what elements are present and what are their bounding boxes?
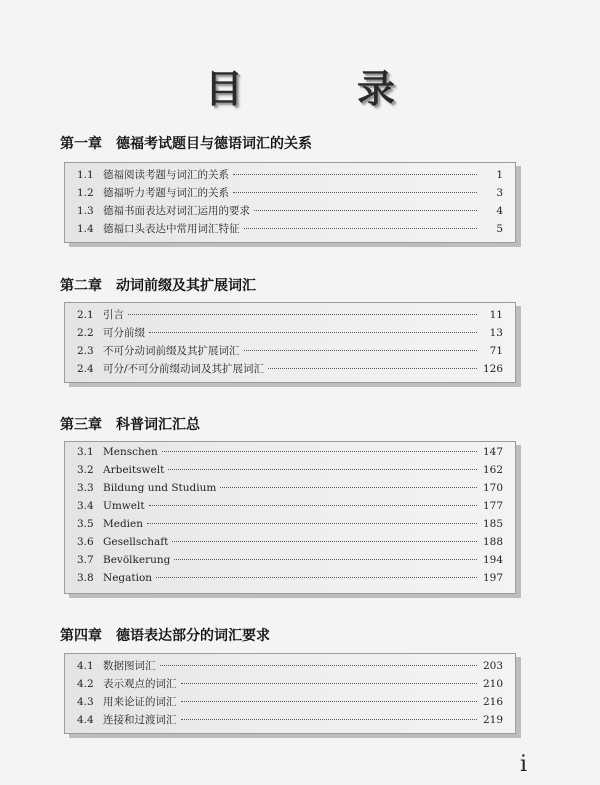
chapter-heading-3: [60, 414, 200, 434]
section-page: 3: [496, 187, 503, 199]
section-number: 2.1: [77, 309, 94, 321]
section-title: 德福口头表达中常用词汇特征: [103, 223, 240, 235]
section-page: 170: [482, 482, 503, 494]
dot-leader: [181, 683, 478, 684]
chapter-number: 第一章: [60, 136, 102, 152]
dot-leader: [174, 559, 477, 560]
section-number: 2.2: [77, 327, 94, 339]
toc-entry[interactable]: [77, 361, 503, 379]
dot-leader: [168, 469, 477, 470]
page-title: 目 录: [204, 66, 433, 111]
section-title: Gesellschaft: [103, 536, 169, 548]
dot-leader: [181, 719, 478, 720]
dot-leader: [244, 350, 478, 351]
section-page: 71: [489, 345, 503, 357]
section-number: 3.1: [77, 446, 94, 458]
chapter-title: 科普词汇汇总: [116, 417, 200, 433]
toc-box-chapter-4: [64, 653, 516, 734]
toc-entry[interactable]: [77, 464, 503, 482]
section-number: 2.4: [77, 363, 94, 375]
toc-entry[interactable]: [77, 500, 503, 518]
section-title: Negation: [103, 572, 153, 584]
section-number: 3.7: [77, 554, 94, 566]
dot-leader: [233, 192, 477, 193]
toc-box-chapter-3: [64, 441, 516, 594]
section-title: 德福听力考题与词汇的关系: [103, 187, 229, 199]
section-title: 德福书面表达对词汇运用的要求: [103, 205, 250, 217]
toc-entry[interactable]: [77, 221, 503, 239]
chapter-heading-1: [60, 133, 312, 153]
section-number: 3.6: [77, 536, 94, 548]
dot-leader: [160, 665, 478, 666]
section-page: 197: [482, 572, 503, 584]
section-page: 194: [482, 554, 503, 566]
chapter-title: 德福考试题目与德语词汇的关系: [116, 136, 312, 152]
chapter-number: 第二章: [60, 278, 102, 294]
section-number: 4.2: [77, 678, 94, 690]
section-number: 1.3: [77, 205, 94, 217]
toc-entry[interactable]: [77, 572, 503, 590]
section-number: 4.3: [77, 696, 94, 708]
dot-leader: [156, 577, 477, 578]
toc-entry[interactable]: [77, 482, 503, 500]
section-title: Arbeitswelt: [103, 464, 165, 476]
section-title: 不可分动词前缀及其扩展词汇: [103, 345, 240, 357]
section-number: 3.2: [77, 464, 94, 476]
section-number: 1.4: [77, 223, 94, 235]
section-title: 表示观点的词汇: [103, 678, 177, 690]
section-page: 147: [482, 446, 503, 458]
toc-entry[interactable]: [77, 446, 503, 464]
section-number: 2.3: [77, 345, 94, 357]
section-number: 4.1: [77, 660, 94, 672]
dot-leader: [172, 541, 477, 542]
section-page: 11: [489, 309, 503, 321]
chapter-title: 德语表达部分的词汇要求: [116, 628, 270, 644]
section-page: 203: [482, 660, 503, 672]
toc-box-chapter-2: [64, 302, 516, 383]
section-title: 德福阅读考题与词汇的关系: [103, 169, 229, 181]
section-number: 3.5: [77, 518, 94, 530]
section-page: 4: [496, 205, 503, 217]
section-title: Bevölkerung: [103, 554, 171, 566]
dot-leader: [254, 210, 477, 211]
section-page: 210: [482, 678, 503, 690]
toc-entry[interactable]: [77, 658, 503, 676]
section-title: 用来论证的词汇: [103, 696, 177, 708]
dot-leader: [147, 523, 477, 524]
dot-leader: [268, 368, 477, 369]
section-number: 4.4: [77, 714, 94, 726]
chapter-heading-2: [60, 275, 256, 295]
section-title: Menschen: [103, 446, 158, 458]
section-number: 3.3: [77, 482, 94, 494]
section-page: 13: [489, 327, 503, 339]
section-title: 连接和过渡词汇: [103, 714, 177, 726]
toc-entry[interactable]: [77, 307, 503, 325]
toc-entry[interactable]: [77, 343, 503, 361]
section-page: 216: [482, 696, 503, 708]
section-title: 可分/不可分前缀动词及其扩展词汇: [103, 363, 265, 375]
chapter-title: 动词前缀及其扩展词汇: [116, 278, 256, 294]
section-number: 1.2: [77, 187, 94, 199]
section-page: 185: [482, 518, 503, 530]
section-title: 数据图词汇: [103, 660, 156, 672]
section-title: 引言: [103, 309, 124, 321]
section-page: 5: [496, 223, 503, 235]
toc-entry[interactable]: [77, 712, 503, 730]
toc-entry[interactable]: [77, 554, 503, 572]
dot-leader: [162, 451, 477, 452]
chapter-number: 第四章: [60, 628, 102, 644]
toc-entry[interactable]: [77, 694, 503, 712]
dot-leader: [128, 314, 477, 315]
toc-entry[interactable]: [77, 167, 503, 185]
toc-entry[interactable]: [77, 518, 503, 536]
dot-leader: [149, 332, 477, 333]
section-page: 177: [482, 500, 503, 512]
section-title: Bildung und Studium: [103, 482, 217, 494]
toc-entry[interactable]: [77, 203, 503, 221]
toc-entry[interactable]: [77, 325, 503, 343]
dot-leader: [233, 174, 477, 175]
dot-leader: [181, 701, 478, 702]
section-number: 1.1: [77, 169, 94, 181]
section-page: 162: [482, 464, 503, 476]
dot-leader: [244, 228, 478, 229]
page-number: i: [520, 752, 528, 777]
dot-leader: [149, 505, 477, 506]
section-title: Medien: [103, 518, 144, 530]
section-page: 1: [496, 169, 503, 181]
toc-entry[interactable]: [77, 676, 503, 694]
section-number: 3.4: [77, 500, 94, 512]
section-page: 126: [482, 363, 503, 375]
section-number: 3.8: [77, 572, 94, 584]
chapter-heading-4: [60, 625, 270, 645]
toc-entry[interactable]: [77, 185, 503, 203]
toc-entry[interactable]: [77, 536, 503, 554]
section-title: Umwelt: [103, 500, 145, 512]
section-page: 219: [482, 714, 503, 726]
toc-box-chapter-1: [64, 162, 516, 243]
chapter-number: 第三章: [60, 417, 102, 433]
section-title: 可分前缀: [103, 327, 145, 339]
dot-leader: [220, 487, 477, 488]
section-page: 188: [482, 536, 503, 548]
